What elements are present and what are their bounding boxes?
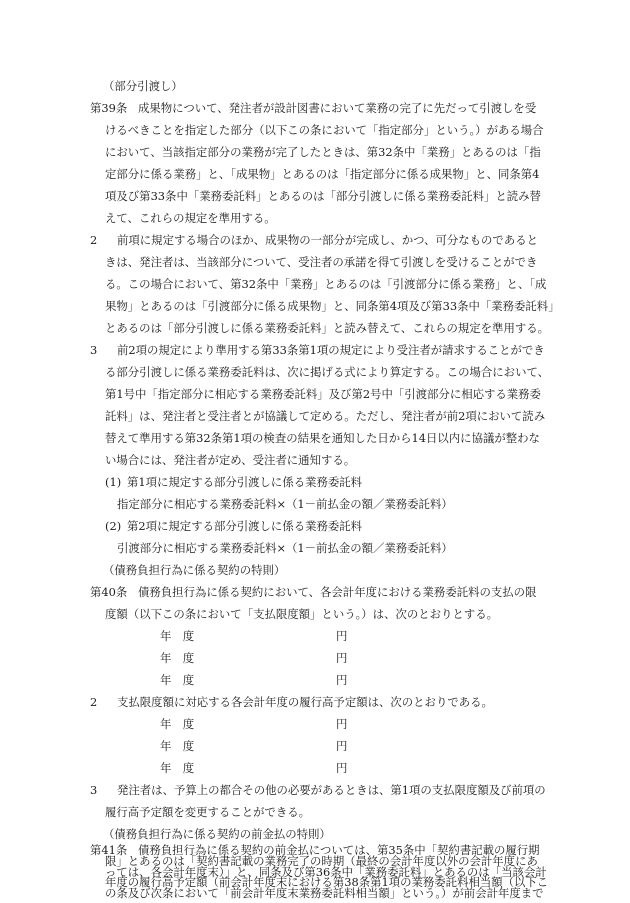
- limit-table-row: [0, 625, 630, 647]
- paragraph-line: 替えて準用する第32条第1項の検査の結果を通知した日から14日以内に協議が整わな: [105, 431, 540, 445]
- paragraph-line: る部分引渡しに係る業務委託料は、次に掲げる式により算定する。この場合において、: [105, 365, 550, 379]
- article-41-line: 限」とあるのは「契約書記載の業務完了の時期（最終の会計年度以外の会計年度にあ: [105, 853, 538, 868]
- year-cell: 年 度: [160, 651, 195, 665]
- article-41-line: の条及び次条において「前会計年度末業務委託料相当額」という。）が前会計年度まで: [105, 886, 544, 901]
- yen-cell: 円: [336, 717, 348, 731]
- paragraph-number: 3: [90, 343, 98, 357]
- item-label: (2): [105, 519, 122, 533]
- plan-table-row: [0, 713, 630, 735]
- yen-cell: 円: [336, 629, 348, 643]
- limit-table-row: [0, 669, 630, 691]
- article-39-line: 成果物について、発注者が設計図書において業務の完了に先だって引渡しを受: [138, 101, 537, 115]
- paragraph-line: 発注者は、予算上の都合その他の必要があるときは、第1項の支払限度額及び前項の: [117, 783, 546, 797]
- article-40-line: 度額（以下この条において「支払限度額」という。）は、次のとおりとする。: [105, 607, 498, 621]
- item-text: 第1項に規定する部分引渡しに係る業務委託料: [127, 475, 363, 489]
- year-cell: 年 度: [160, 717, 195, 731]
- article-39-caption: （部分引渡し）: [103, 79, 183, 93]
- article-39-line: 項及び第33条中「業務委託料」とあるのは「部分引渡しに係る業務委託料」と読み替: [105, 189, 541, 203]
- year-cell: 年 度: [160, 673, 195, 687]
- paragraph-line: とあるのは「部分引渡しに係る業務委託料」と読み替えて、これらの規定を準用する。: [105, 321, 550, 335]
- item-formula: 指定部分に相応する業務委託料×（1－前払金の額／業務委託料）: [117, 497, 453, 511]
- paragraph-line: い場合には、発注者が定め、受注者に通知する。: [105, 453, 356, 467]
- item-label: (1): [105, 475, 122, 489]
- paragraph-number: 3: [90, 783, 98, 797]
- yen-cell: 円: [336, 761, 348, 775]
- article-39-line: 定部分に係る業務」と、「成果物」とあるのは「指定部分に係る成果物」と、同条第4: [105, 167, 540, 181]
- plan-table-row: [0, 735, 630, 757]
- item-formula: 引渡部分に相応する業務委託料×（1－前払金の額／業務委託料）: [117, 541, 453, 555]
- plan-table-row: [0, 757, 630, 779]
- paragraph-line: 前項に規定する場合のほか、成果物の一部分が完成し、かつ、可分なものであると: [117, 233, 538, 247]
- paragraph-line: 託料」は、発注者と受注者とが協議して定める。ただし、発注者が前2項において読み: [105, 409, 546, 423]
- paragraph-number: 2: [90, 695, 98, 709]
- yen-cell: 円: [336, 739, 348, 753]
- article-40-number: 第40条: [90, 585, 128, 599]
- article-40-line: 債務負担行為に係る契約において、各会計年度における業務委託料の支払の限: [138, 585, 537, 599]
- article-41-number: 第41条: [90, 843, 128, 857]
- limit-table-row: [0, 647, 630, 669]
- paragraph-line: 第1号中「指定部分に相応する業務委託料」及び第2号中「引渡部分に相応する業務委: [105, 387, 541, 401]
- item-text: 第2項に規定する部分引渡しに係る業務委託料: [127, 519, 363, 533]
- year-cell: 年 度: [160, 761, 195, 775]
- paragraph-line: 支払限度額に対応する各会計年度の履行高予定額は、次のとおりである。: [117, 695, 493, 709]
- paragraph-line: 履行高予定額を変更することができる。: [105, 805, 311, 819]
- paragraph-line: きは、発注者は、当該部分について、受注者の承諾を得て引渡しを受けることができ: [105, 255, 538, 269]
- article-39-number: 第39条: [90, 101, 128, 115]
- paragraph-line: る。この場合において、第32条中「業務」とあるのは「引渡部分に係る業務」と、「成: [105, 277, 547, 291]
- article-39-line: えて、これらの規定を準用する。: [105, 211, 276, 225]
- article-41-line: っては、各会計年度末）」と、同条及び第36条中「業務委託料」とあるのは「当該会計: [105, 864, 547, 879]
- article-41-line: 年度の履行高予定額（前会計年度末における第38条第1項の業務委託料相当額（以下こ: [105, 875, 549, 890]
- article-39-line: において、当該指定部分の業務が完了したときは、第32条中「業務」とあるのは「指: [105, 145, 541, 159]
- article-41-caption: （債務負担行為に係る契約の前金払の特則）: [103, 827, 331, 841]
- year-cell: 年 度: [160, 629, 195, 643]
- year-cell: 年 度: [160, 739, 195, 753]
- yen-cell: 円: [336, 651, 348, 665]
- article-39-line: けるべきことを指定した部分（以下この条において「指定部分」という。）がある場合: [105, 123, 544, 137]
- article-41-line: 債務負担行為に係る契約の前金払については、第35条中「契約書記載の履行期: [138, 843, 540, 857]
- paragraph-line: 果物」とあるのは「引渡部分に係る成果物」と、同条第4項及び第33条中「業務委託料」: [105, 299, 560, 313]
- article-40-caption: （債務負担行為に係る契約の特則）: [103, 563, 286, 577]
- paragraph-number: 2: [90, 233, 98, 247]
- paragraph-line: 前2項の規定により準用する第33条第1項の規定により受注者が請求することができ: [117, 343, 545, 357]
- yen-cell: 円: [336, 673, 348, 687]
